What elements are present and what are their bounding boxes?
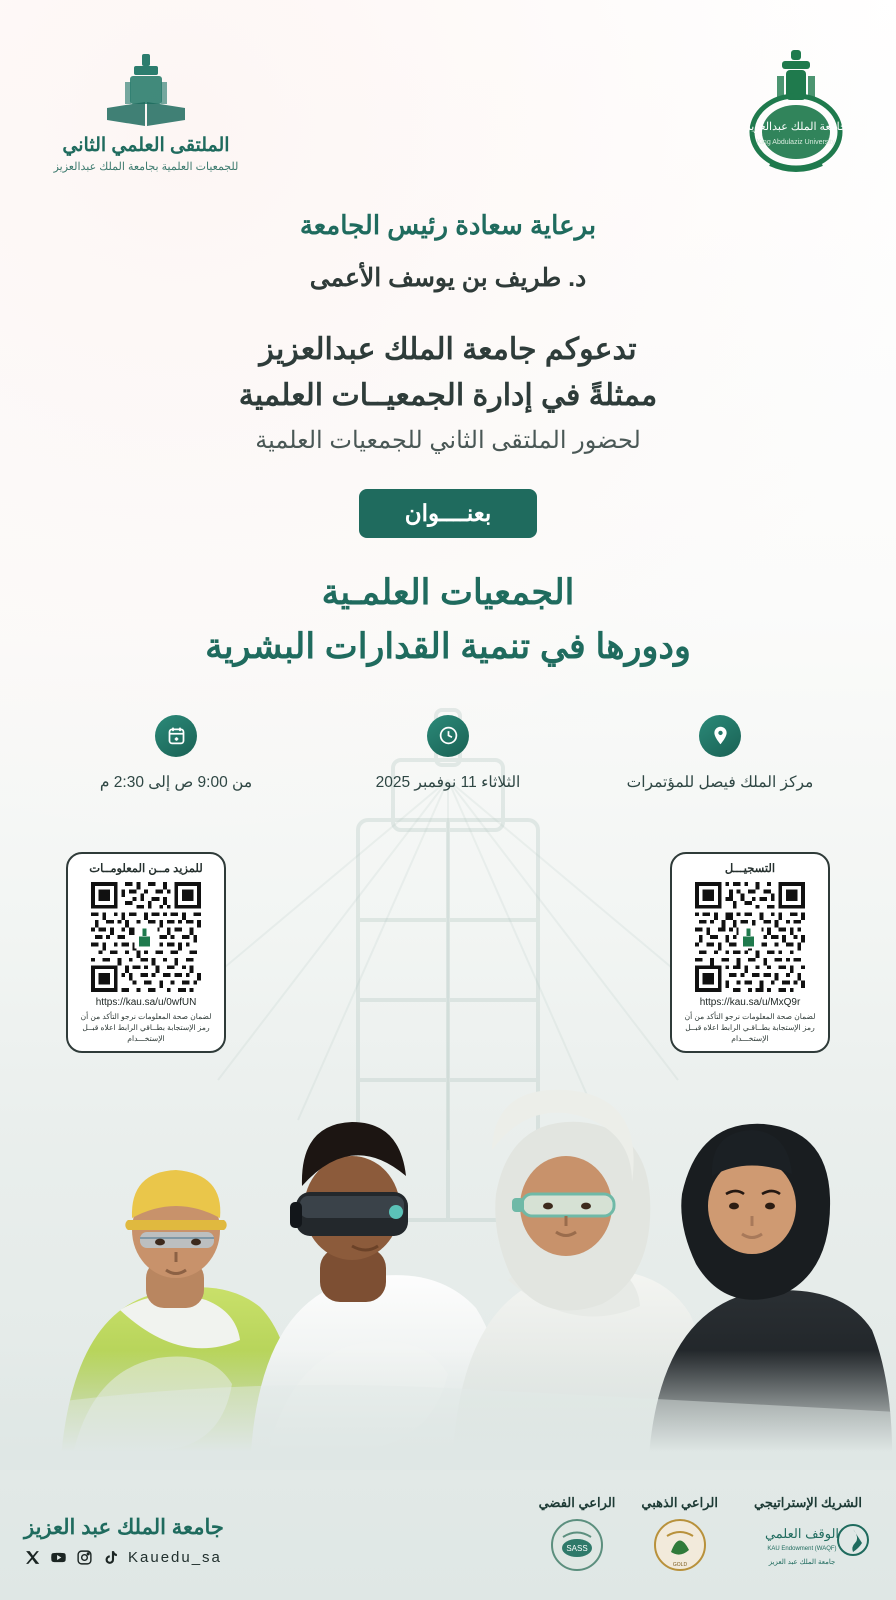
youtube-icon[interactable] (50, 1549, 67, 1566)
main-title-line-2: ودورها في تنمية القدارات البشرية (205, 627, 691, 667)
qr-note-registration: لضمان صحة المعلومات نرجو التأكد من أن رمز الإستجابة بطــاقـي الرابط اعلاه قبــل الإستخـــدام (684, 1011, 816, 1043)
svg-text:GOLD: GOLD (672, 1562, 687, 1568)
sponsor-group-gold (641, 1495, 718, 1572)
sponsors-strip (0, 1470, 896, 1572)
qr-url-registration[interactable]: https://kau.sa/u/MxQ9r (699, 996, 801, 1008)
qr-code-more-info[interactable] (77, 882, 215, 992)
main-title-line-1: الجمعيات العلمـية (321, 573, 575, 613)
sponsor-group-silver (539, 1495, 616, 1572)
forum-logo-title: الملتقى العلمي الثاني (62, 135, 230, 156)
gold-sponsor-seal-logo (653, 1518, 707, 1572)
title-chip: بعنــــوان (359, 489, 538, 538)
footer-social (24, 1515, 224, 1572)
qr-code-registration[interactable] (681, 882, 819, 992)
people-photo-group (0, 980, 896, 1470)
qr-card-more-info[interactable] (66, 852, 226, 1053)
event-location-label: مركز الملك فيصل للمؤتمرات (626, 773, 814, 791)
calendar-add-icon (155, 715, 197, 757)
invitation-text (0, 327, 896, 418)
event-info-row (0, 715, 896, 792)
main-title (0, 566, 896, 675)
clock-icon (427, 715, 469, 757)
invitation-subtitle: لحضور الملتقى الثاني للجمعيات العلمية (255, 427, 641, 455)
footer-university-name: جامعة الملك عبد العزيز (24, 1516, 224, 1539)
event-info-date (312, 715, 584, 792)
sponsor-label-gold: الراعي الذهبي (641, 1495, 718, 1510)
sponsor-group-strategic (744, 1495, 872, 1572)
svg-text:SASS: SASS (566, 1544, 588, 1553)
invitation-line-2: ممثلةً في إدارة الجمعيــات العلمية (238, 378, 658, 412)
sponsor-label-strategic: الشريك الإستراتيجي (754, 1495, 862, 1510)
qr-card-registration[interactable] (670, 852, 830, 1053)
footer-handle[interactable]: Kauedu_sa (128, 1549, 222, 1566)
photo-bottom-fade (0, 1350, 896, 1470)
qr-caption-more-info: للمزيد مــن المعلومــات (89, 863, 203, 875)
svg-text:جامعة الملك عبدالعزيز: جامعة الملك عبدالعزيز (745, 121, 847, 133)
event-info-time (40, 715, 312, 792)
qr-caption-registration: التسجيـــل (724, 863, 776, 875)
invitation-line-1: تدعوكم جامعة الملك عبدالعزيز (259, 333, 637, 366)
event-date-label: الثلاثاء 11 نوفمبر 2025 (375, 773, 521, 791)
sponsor-label-silver: الراعي الفضي (538, 1495, 616, 1510)
svg-text:الوقف العلمي: الوقف العلمي (764, 1526, 840, 1541)
svg-text:KAU Endowment (WAQF): KAU Endowment (WAQF) (767, 1546, 837, 1552)
svg-text:جامعة الملك عبد العزيز: جامعة الملك عبد العزيز (768, 1559, 836, 1566)
tiktok-icon[interactable] (102, 1549, 119, 1566)
qr-url-more-info[interactable]: https://kau.sa/u/0wfUN (95, 996, 197, 1008)
qr-note-more-info: لضمان صحة المعلومات نرجو التأكد من أن رمز الإستجابة بطــاقي الرابط اعلاه قبــل الإستخـــدام (80, 1011, 212, 1043)
svg-text:King Abdulaziz University: King Abdulaziz University (756, 139, 836, 146)
instagram-icon[interactable] (76, 1549, 93, 1566)
silver-sponsor-seal-logo (550, 1518, 604, 1572)
location-pin-icon (699, 715, 741, 757)
event-info-location (584, 715, 856, 792)
poster-content (0, 0, 896, 675)
forum-logo-subtitle: للجمعيات العلمية بجامعة الملك عبدالعزيز (53, 161, 239, 173)
patron-line: برعاية سعادة رئيس الجامعة (299, 210, 597, 240)
x-icon[interactable] (24, 1549, 41, 1566)
patron-name: د. طريف بن يوسف الأعمى (309, 264, 587, 292)
kau-endowment-waqf-logo (744, 1518, 872, 1572)
event-time-label: من 9:00 ص إلى 2:30 م (99, 773, 253, 791)
